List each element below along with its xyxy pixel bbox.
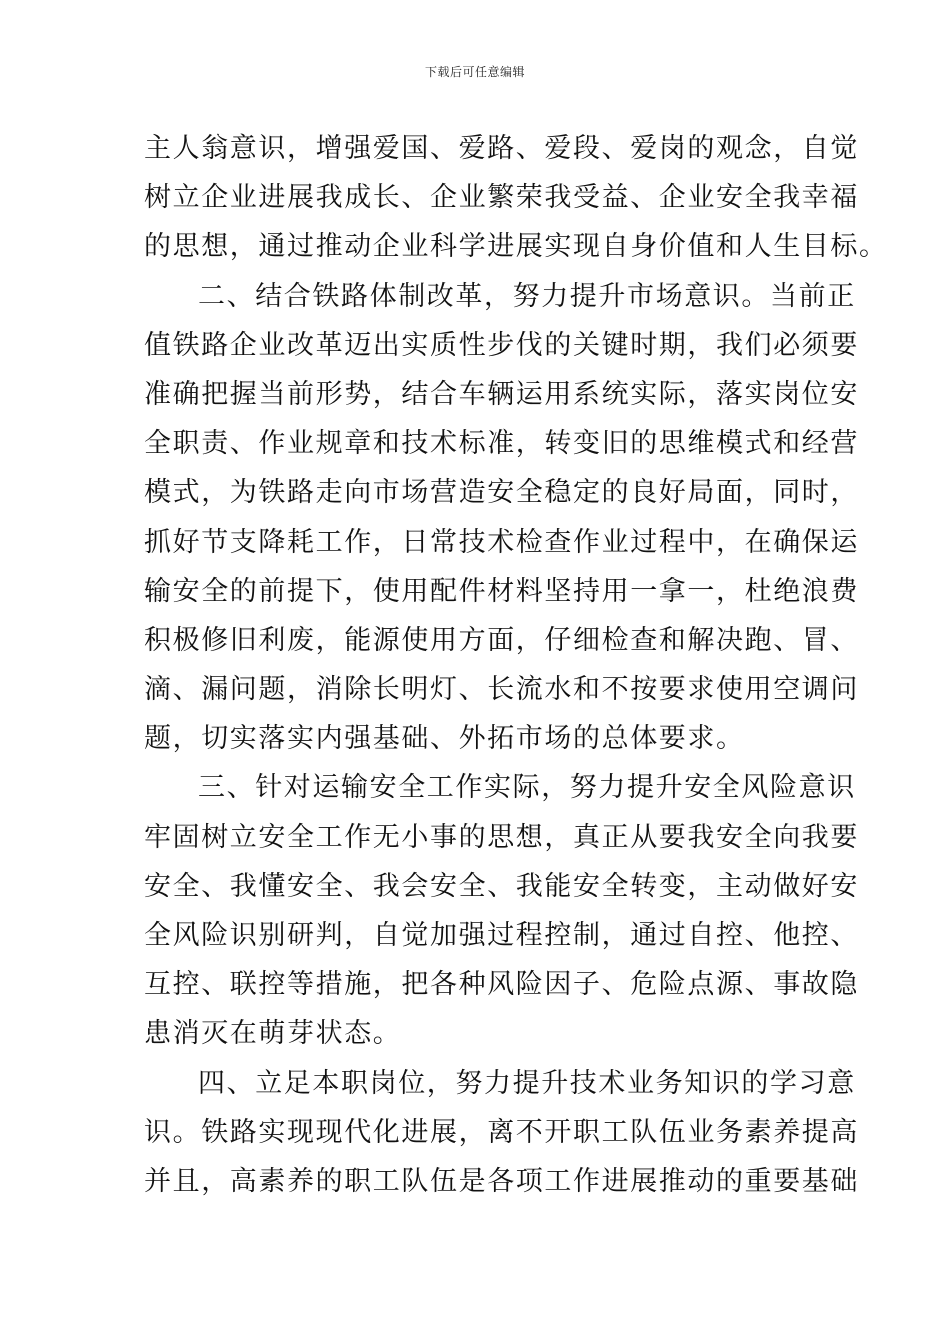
text-line: 识。铁路实现现代化进展，离不开职工队伍业务素养提高 — [144, 1116, 859, 1148]
section-heading-line: 三、针对运输安全工作实际，努力提升安全风险意识 — [198, 772, 856, 804]
text-line: 安全、我懂安全、我会安全、我能安全转变，主动做好安 — [144, 870, 859, 902]
text-line: 牢固树立安全工作无小事的思想，真正从要我安全向我要 — [144, 821, 859, 853]
text-line: 题，切实落实内强基础、外拓市场的总体要求。 — [144, 723, 745, 755]
text-line: 模式，为铁路走向市场营造安全稳定的良好局面，同时， — [144, 477, 859, 509]
text-line: 全风险识别研判，自觉加强过程控制，通过自控、他控、 — [144, 920, 859, 951]
text-line: 并且，高素养的职工队伍是各项工作进展推动的重要基础 — [144, 1165, 859, 1197]
text-line: 积极修旧利废，能源使用方面，仔细检查和解决跑、冒、 — [144, 624, 859, 656]
text-line: 全职责、作业规章和技术标准，转变旧的思维模式和经营 — [144, 428, 859, 460]
text-line: 的思想，通过推动企业科学进展实现自身价值和人生目标。 — [144, 231, 888, 263]
text-line: 树立企业进展我成长、企业繁荣我受益、企业安全我幸福 — [144, 182, 859, 214]
text-line: 准确把握当前形势，结合车辆运用系统实际，落实岗位安 — [144, 378, 859, 410]
text-line: 滴、漏问题，消除长明灯、长流水和不按要求使用空调问 — [144, 674, 859, 706]
section-heading-line: 二、结合铁路体制改革，努力提升市场意识。当前正 — [198, 280, 856, 312]
section-heading-line: 四、立足本职岗位，努力提升技术业务知识的学习意 — [198, 1067, 856, 1099]
text-line: 患消灭在萌芽状态。 — [144, 1018, 402, 1050]
text-line: 抓好节支降耗工作，日常技术检查作业过程中，在确保运 — [144, 526, 859, 558]
text-line: 互控、联控等措施，把各种风险因子、危险点源、事故隐 — [144, 969, 859, 1001]
text-line: 主人翁意识，增强爱国、爱路、爱段、爱岗的观念，自觉 — [144, 133, 859, 164]
page-header: 下载后可任意编辑 — [424, 65, 525, 79]
document-body — [144, 124, 888, 1206]
text-line: 值铁路企业改革迈出实质性步伐的关键时期，我们必须要 — [144, 329, 859, 361]
text-line: 输安全的前提下，使用配件材料坚持用一拿一，杜绝浪费 — [144, 575, 859, 607]
